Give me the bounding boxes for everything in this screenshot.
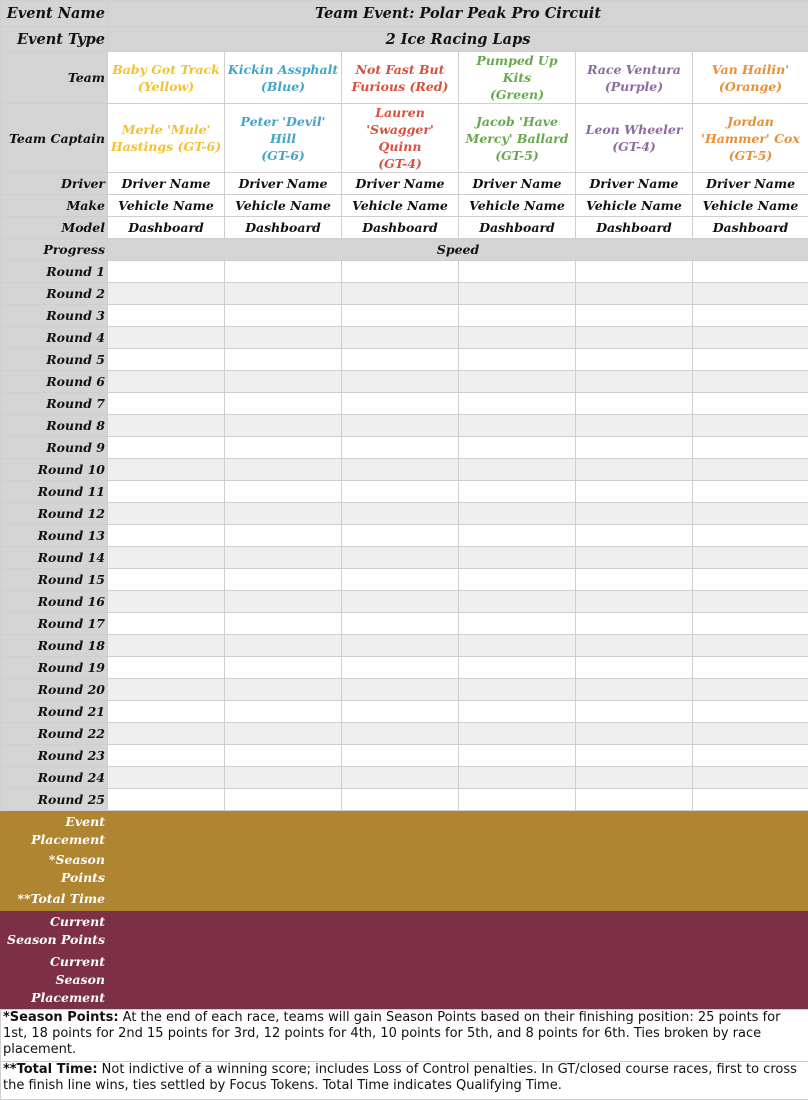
team-captain-cell[interactable]: Lauren 'Swagger' Quinn (GT-4): [342, 104, 459, 173]
round-speed-cell[interactable]: [108, 701, 225, 723]
round-speed-cell[interactable]: [108, 437, 225, 459]
round-speed-cell[interactable]: [693, 415, 808, 437]
team-name-cell[interactable]: Pumped Up Kits (Green): [459, 52, 576, 104]
total-time-cell[interactable]: [576, 888, 693, 911]
vehicle-make-cell[interactable]: Vehicle Name: [459, 195, 576, 217]
vehicle-model-cell[interactable]: Dashboard: [459, 217, 576, 239]
round-speed-cell[interactable]: [576, 767, 693, 789]
round-label: Round 11: [1, 481, 108, 503]
current-season-placement-cell[interactable]: [225, 951, 342, 1009]
round-row: [1, 613, 808, 635]
round-speed-cell[interactable]: [459, 723, 576, 745]
round-speed-cell[interactable]: [225, 547, 342, 569]
round-speed-cell[interactable]: [459, 459, 576, 481]
season-points-cell[interactable]: [342, 851, 459, 888]
round-speed-cell[interactable]: [576, 459, 693, 481]
round-label: Round 5: [1, 349, 108, 371]
round-speed-cell[interactable]: [342, 503, 459, 525]
round-label: Round 13: [1, 525, 108, 547]
progress-label: Progress: [1, 239, 108, 261]
season-points-cell[interactable]: [108, 851, 225, 888]
round-speed-cell[interactable]: [225, 283, 342, 305]
round-speed-cell[interactable]: [576, 569, 693, 591]
total-time-cell[interactable]: [108, 888, 225, 911]
round-row: [1, 305, 808, 327]
round-speed-cell[interactable]: [576, 261, 693, 283]
round-speed-cell[interactable]: [225, 525, 342, 547]
round-speed-cell[interactable]: [342, 789, 459, 811]
round-speed-cell[interactable]: [108, 767, 225, 789]
round-row: [1, 701, 808, 723]
event-type-value[interactable]: 2 Ice Racing Laps: [108, 27, 808, 52]
round-speed-cell[interactable]: [225, 393, 342, 415]
round-speed-cell[interactable]: [108, 481, 225, 503]
round-label: Round 12: [1, 503, 108, 525]
round-row: [1, 327, 808, 349]
current-season-placement-cell[interactable]: [576, 951, 693, 1009]
round-speed-cell[interactable]: [693, 371, 808, 393]
round-label: Round 18: [1, 635, 108, 657]
round-speed-cell[interactable]: [576, 789, 693, 811]
current-season-points-cell[interactable]: [225, 911, 342, 951]
round-speed-cell[interactable]: [459, 437, 576, 459]
team-captain-cell[interactable]: Leon Wheeler (GT-4): [576, 104, 693, 173]
team-captain-cell[interactable]: Peter 'Devil' Hill (GT-6): [225, 104, 342, 173]
round-row: [1, 569, 808, 591]
team-name-cell[interactable]: Not Fast But Furious (Red): [342, 52, 459, 104]
round-speed-cell[interactable]: [459, 503, 576, 525]
round-speed-cell[interactable]: [576, 327, 693, 349]
round-speed-cell[interactable]: [108, 525, 225, 547]
current-season-points-cell[interactable]: [342, 911, 459, 951]
round-speed-cell[interactable]: [108, 415, 225, 437]
round-speed-cell[interactable]: [459, 547, 576, 569]
round-speed-cell[interactable]: [576, 657, 693, 679]
round-speed-cell[interactable]: [108, 327, 225, 349]
round-speed-cell[interactable]: [459, 283, 576, 305]
round-speed-cell[interactable]: [459, 305, 576, 327]
round-speed-cell[interactable]: [342, 481, 459, 503]
round-label: Round 25: [1, 789, 108, 811]
round-row: [1, 371, 808, 393]
team-label: Team: [1, 52, 108, 104]
total-time-cell[interactable]: [459, 888, 576, 911]
round-speed-cell[interactable]: [225, 701, 342, 723]
round-speed-cell[interactable]: [693, 525, 808, 547]
round-speed-cell[interactable]: [693, 503, 808, 525]
round-speed-cell[interactable]: [342, 635, 459, 657]
round-speed-cell[interactable]: [342, 569, 459, 591]
round-speed-cell[interactable]: [693, 459, 808, 481]
round-speed-cell[interactable]: [108, 591, 225, 613]
vehicle-make-cell[interactable]: Vehicle Name: [342, 195, 459, 217]
round-speed-cell[interactable]: [576, 371, 693, 393]
round-row: [1, 657, 808, 679]
team-captain-cell[interactable]: Jordan 'Hammer' Cox (GT-5): [693, 104, 808, 173]
round-speed-cell[interactable]: [108, 613, 225, 635]
round-label: Round 1: [1, 261, 108, 283]
round-row: [1, 503, 808, 525]
round-row: [1, 745, 808, 767]
round-speed-cell[interactable]: [225, 657, 342, 679]
round-speed-cell[interactable]: [342, 657, 459, 679]
round-speed-cell[interactable]: [576, 613, 693, 635]
season-points-cell[interactable]: [576, 851, 693, 888]
round-speed-cell[interactable]: [225, 569, 342, 591]
round-speed-cell[interactable]: [225, 261, 342, 283]
event-name-label: Event Name: [1, 1, 108, 27]
round-speed-cell[interactable]: [576, 591, 693, 613]
vehicle-make-cell[interactable]: Vehicle Name: [225, 195, 342, 217]
driver-name-cell[interactable]: Driver Name: [342, 173, 459, 195]
round-speed-cell[interactable]: [576, 305, 693, 327]
speed-header: Speed: [108, 239, 808, 261]
round-label: Round 23: [1, 745, 108, 767]
round-label: Round 8: [1, 415, 108, 437]
event-placement-label: Event Placement: [1, 811, 108, 851]
round-speed-cell[interactable]: [576, 701, 693, 723]
round-speed-cell[interactable]: [459, 415, 576, 437]
current-season-placement-cell[interactable]: [108, 951, 225, 1009]
vehicle-make-cell[interactable]: Vehicle Name: [576, 195, 693, 217]
round-speed-cell[interactable]: [342, 393, 459, 415]
round-speed-cell[interactable]: [693, 261, 808, 283]
round-speed-cell[interactable]: [342, 613, 459, 635]
round-speed-cell[interactable]: [108, 283, 225, 305]
team-captain-label: Team Captain: [1, 104, 108, 173]
round-row: [1, 635, 808, 657]
round-speed-cell[interactable]: [693, 767, 808, 789]
round-speed-cell[interactable]: [459, 481, 576, 503]
round-speed-cell[interactable]: [225, 371, 342, 393]
round-speed-cell[interactable]: [693, 437, 808, 459]
round-speed-cell[interactable]: [108, 459, 225, 481]
round-speed-cell[interactable]: [576, 525, 693, 547]
round-label: Round 15: [1, 569, 108, 591]
make-label: Make: [1, 195, 108, 217]
season-points-cell[interactable]: [459, 851, 576, 888]
round-speed-cell[interactable]: [342, 591, 459, 613]
round-row: [1, 679, 808, 701]
current-season-points-cell[interactable]: [108, 911, 225, 951]
driver-name-cell[interactable]: Driver Name: [693, 173, 808, 195]
round-speed-cell[interactable]: [108, 305, 225, 327]
round-speed-cell[interactable]: [108, 569, 225, 591]
round-speed-cell[interactable]: [225, 327, 342, 349]
round-speed-cell[interactable]: [342, 459, 459, 481]
round-label: Round 7: [1, 393, 108, 415]
round-speed-cell[interactable]: [459, 635, 576, 657]
event-placement-cell[interactable]: [576, 811, 693, 851]
vehicle-model-cell[interactable]: Dashboard: [576, 217, 693, 239]
round-speed-cell[interactable]: [576, 547, 693, 569]
round-speed-cell[interactable]: [693, 305, 808, 327]
round-row: [1, 723, 808, 745]
round-speed-cell[interactable]: [108, 723, 225, 745]
round-speed-cell[interactable]: [342, 327, 459, 349]
team-name-cell[interactable]: Race Ventura (Purple): [576, 52, 693, 104]
round-label: Round 17: [1, 613, 108, 635]
event-name-value[interactable]: Team Event: Polar Peak Pro Circuit: [108, 1, 808, 27]
round-row: [1, 393, 808, 415]
round-speed-cell[interactable]: [459, 657, 576, 679]
round-speed-cell[interactable]: [225, 481, 342, 503]
round-speed-cell[interactable]: [108, 547, 225, 569]
round-speed-cell[interactable]: [225, 613, 342, 635]
round-row: [1, 591, 808, 613]
round-row: [1, 481, 808, 503]
round-speed-cell[interactable]: [342, 261, 459, 283]
round-row: [1, 349, 808, 371]
team-captain-cell[interactable]: Merle 'Mule' Hastings (GT-6): [108, 104, 225, 173]
round-speed-cell[interactable]: [693, 657, 808, 679]
round-speed-cell[interactable]: [693, 701, 808, 723]
round-speed-cell[interactable]: [225, 767, 342, 789]
total-time-label: **Total Time: [1, 888, 108, 911]
round-speed-cell[interactable]: [108, 657, 225, 679]
total-time-cell[interactable]: [693, 888, 808, 911]
round-speed-cell[interactable]: [108, 393, 225, 415]
round-speed-cell[interactable]: [576, 393, 693, 415]
round-speed-cell[interactable]: [459, 767, 576, 789]
team-name-cell[interactable]: Van Hailin' (Orange): [693, 52, 808, 104]
round-speed-cell[interactable]: [342, 305, 459, 327]
round-speed-cell[interactable]: [576, 745, 693, 767]
round-speed-cell[interactable]: [225, 305, 342, 327]
round-speed-cell[interactable]: [225, 437, 342, 459]
round-speed-cell[interactable]: [693, 679, 808, 701]
current-season-points-cell[interactable]: [576, 911, 693, 951]
round-speed-cell[interactable]: [693, 481, 808, 503]
round-speed-cell[interactable]: [225, 745, 342, 767]
round-speed-cell[interactable]: [459, 613, 576, 635]
vehicle-make-cell[interactable]: Vehicle Name: [693, 195, 808, 217]
round-speed-cell[interactable]: [459, 349, 576, 371]
round-speed-cell[interactable]: [576, 635, 693, 657]
vehicle-make-cell[interactable]: Vehicle Name: [108, 195, 225, 217]
round-row: [1, 789, 808, 811]
current-season-placement-label: Current Season Placement: [1, 951, 108, 1009]
total-time-note: **Total Time: Not indictive of a winning score; includes Loss of Control penalties. In GT/closed course races, first to cross the finish line wins, ties settled by Focus Tokens. Total Time indicates Qualifying Time.: [1, 1062, 808, 1100]
round-speed-cell[interactable]: [108, 635, 225, 657]
round-speed-cell[interactable]: [342, 283, 459, 305]
round-label: Round 20: [1, 679, 108, 701]
driver-label: Driver: [1, 173, 108, 195]
round-speed-cell[interactable]: [225, 503, 342, 525]
round-speed-cell[interactable]: [576, 283, 693, 305]
current-season-points-cell[interactable]: [693, 911, 808, 951]
round-speed-cell[interactable]: [342, 525, 459, 547]
round-row: [1, 525, 808, 547]
season-points-note: *Season Points: At the end of each race, teams will gain Season Points based on their finishing position: 25 points for 1st, 18 points for 2nd 15 points for 3rd, 12 points for 4th, 10 points for 5th, and 8 points for 6th. Ties broken by race placement.: [1, 1010, 808, 1062]
round-speed-cell[interactable]: [459, 591, 576, 613]
round-label: Round 22: [1, 723, 108, 745]
round-speed-cell[interactable]: [576, 503, 693, 525]
round-speed-cell[interactable]: [576, 723, 693, 745]
round-speed-cell[interactable]: [693, 745, 808, 767]
round-speed-cell[interactable]: [225, 789, 342, 811]
round-row: [1, 459, 808, 481]
round-speed-cell[interactable]: [108, 745, 225, 767]
round-speed-cell[interactable]: [225, 635, 342, 657]
round-speed-cell[interactable]: [459, 525, 576, 547]
round-speed-cell[interactable]: [576, 349, 693, 371]
round-speed-cell[interactable]: [342, 547, 459, 569]
vehicle-model-cell[interactable]: Dashboard: [342, 217, 459, 239]
round-speed-cell[interactable]: [225, 591, 342, 613]
round-speed-cell[interactable]: [342, 437, 459, 459]
round-label: Round 2: [1, 283, 108, 305]
current-season-placement-cell[interactable]: [342, 951, 459, 1009]
round-speed-cell[interactable]: [342, 767, 459, 789]
round-speed-cell[interactable]: [693, 789, 808, 811]
round-speed-cell[interactable]: [225, 723, 342, 745]
round-speed-cell[interactable]: [342, 745, 459, 767]
round-label: Round 3: [1, 305, 108, 327]
round-speed-cell[interactable]: [225, 679, 342, 701]
round-speed-cell[interactable]: [693, 613, 808, 635]
round-speed-cell[interactable]: [459, 371, 576, 393]
round-row: [1, 767, 808, 789]
model-label: Model: [1, 217, 108, 239]
round-speed-cell[interactable]: [459, 679, 576, 701]
vehicle-model-cell[interactable]: Dashboard: [108, 217, 225, 239]
event-placement-cell[interactable]: [342, 811, 459, 851]
round-label: Round 21: [1, 701, 108, 723]
vehicle-model-cell[interactable]: Dashboard: [693, 217, 808, 239]
round-speed-cell[interactable]: [693, 635, 808, 657]
season-points-cell[interactable]: [693, 851, 808, 888]
round-speed-cell[interactable]: [108, 503, 225, 525]
vehicle-model-cell[interactable]: Dashboard: [225, 217, 342, 239]
round-speed-cell[interactable]: [225, 349, 342, 371]
round-row: [1, 415, 808, 437]
team-captain-cell[interactable]: Jacob 'Have Mercy' Ballard (GT-5): [459, 104, 576, 173]
round-speed-cell[interactable]: [225, 459, 342, 481]
total-time-cell[interactable]: [342, 888, 459, 911]
team-name-cell[interactable]: Kickin Assphalt (Blue): [225, 52, 342, 104]
round-speed-cell[interactable]: [459, 789, 576, 811]
round-speed-cell[interactable]: [342, 371, 459, 393]
driver-name-cell[interactable]: Driver Name: [108, 173, 225, 195]
round-label: Round 14: [1, 547, 108, 569]
season-points-cell[interactable]: [225, 851, 342, 888]
round-label: Round 19: [1, 657, 108, 679]
round-speed-cell[interactable]: [459, 261, 576, 283]
round-label: Round 10: [1, 459, 108, 481]
round-speed-cell[interactable]: [576, 679, 693, 701]
event-placement-cell[interactable]: [693, 811, 808, 851]
event-placement-cell[interactable]: [459, 811, 576, 851]
round-speed-cell[interactable]: [342, 349, 459, 371]
round-row: [1, 547, 808, 569]
round-speed-cell[interactable]: [693, 283, 808, 305]
round-speed-cell[interactable]: [108, 261, 225, 283]
event-placement-cell[interactable]: [225, 811, 342, 851]
round-row: [1, 283, 808, 305]
round-speed-cell[interactable]: [342, 415, 459, 437]
round-speed-cell[interactable]: [108, 349, 225, 371]
round-speed-cell[interactable]: [459, 393, 576, 415]
round-speed-cell[interactable]: [108, 789, 225, 811]
round-speed-cell[interactable]: [459, 701, 576, 723]
current-season-points-cell[interactable]: [459, 911, 576, 951]
round-speed-cell[interactable]: [576, 481, 693, 503]
round-label: Round 9: [1, 437, 108, 459]
round-speed-cell[interactable]: [693, 591, 808, 613]
team-name-cell[interactable]: Baby Got Track (Yellow): [108, 52, 225, 104]
driver-name-cell[interactable]: Driver Name: [576, 173, 693, 195]
round-speed-cell[interactable]: [693, 569, 808, 591]
round-speed-cell[interactable]: [693, 349, 808, 371]
round-speed-cell[interactable]: [459, 745, 576, 767]
round-speed-cell[interactable]: [342, 701, 459, 723]
round-speed-cell[interactable]: [459, 569, 576, 591]
event-type-label: Event Type: [1, 27, 108, 52]
round-speed-cell[interactable]: [693, 327, 808, 349]
notes-table: [0, 1009, 808, 1100]
current-season-points-label: Current Season Points: [1, 911, 108, 951]
event-placement-cell[interactable]: [108, 811, 225, 851]
round-speed-cell[interactable]: [693, 723, 808, 745]
round-speed-cell[interactable]: [693, 393, 808, 415]
current-season-placement-cell[interactable]: [693, 951, 808, 1009]
round-speed-cell[interactable]: [576, 437, 693, 459]
round-label: Round 4: [1, 327, 108, 349]
round-speed-cell[interactable]: [576, 415, 693, 437]
round-label: Round 24: [1, 767, 108, 789]
round-speed-cell[interactable]: [342, 679, 459, 701]
driver-name-cell[interactable]: Driver Name: [225, 173, 342, 195]
round-speed-cell[interactable]: [459, 327, 576, 349]
round-speed-cell[interactable]: [693, 547, 808, 569]
round-speed-cell[interactable]: [108, 371, 225, 393]
round-speed-cell[interactable]: [108, 679, 225, 701]
round-speed-cell[interactable]: [225, 415, 342, 437]
current-season-placement-cell[interactable]: [459, 951, 576, 1009]
round-row: [1, 261, 808, 283]
season-points-label: *Season Points: [1, 851, 108, 888]
round-speed-cell[interactable]: [342, 723, 459, 745]
round-label: Round 6: [1, 371, 108, 393]
round-label: Round 16: [1, 591, 108, 613]
driver-name-cell[interactable]: Driver Name: [459, 173, 576, 195]
total-time-cell[interactable]: [225, 888, 342, 911]
round-row: [1, 437, 808, 459]
